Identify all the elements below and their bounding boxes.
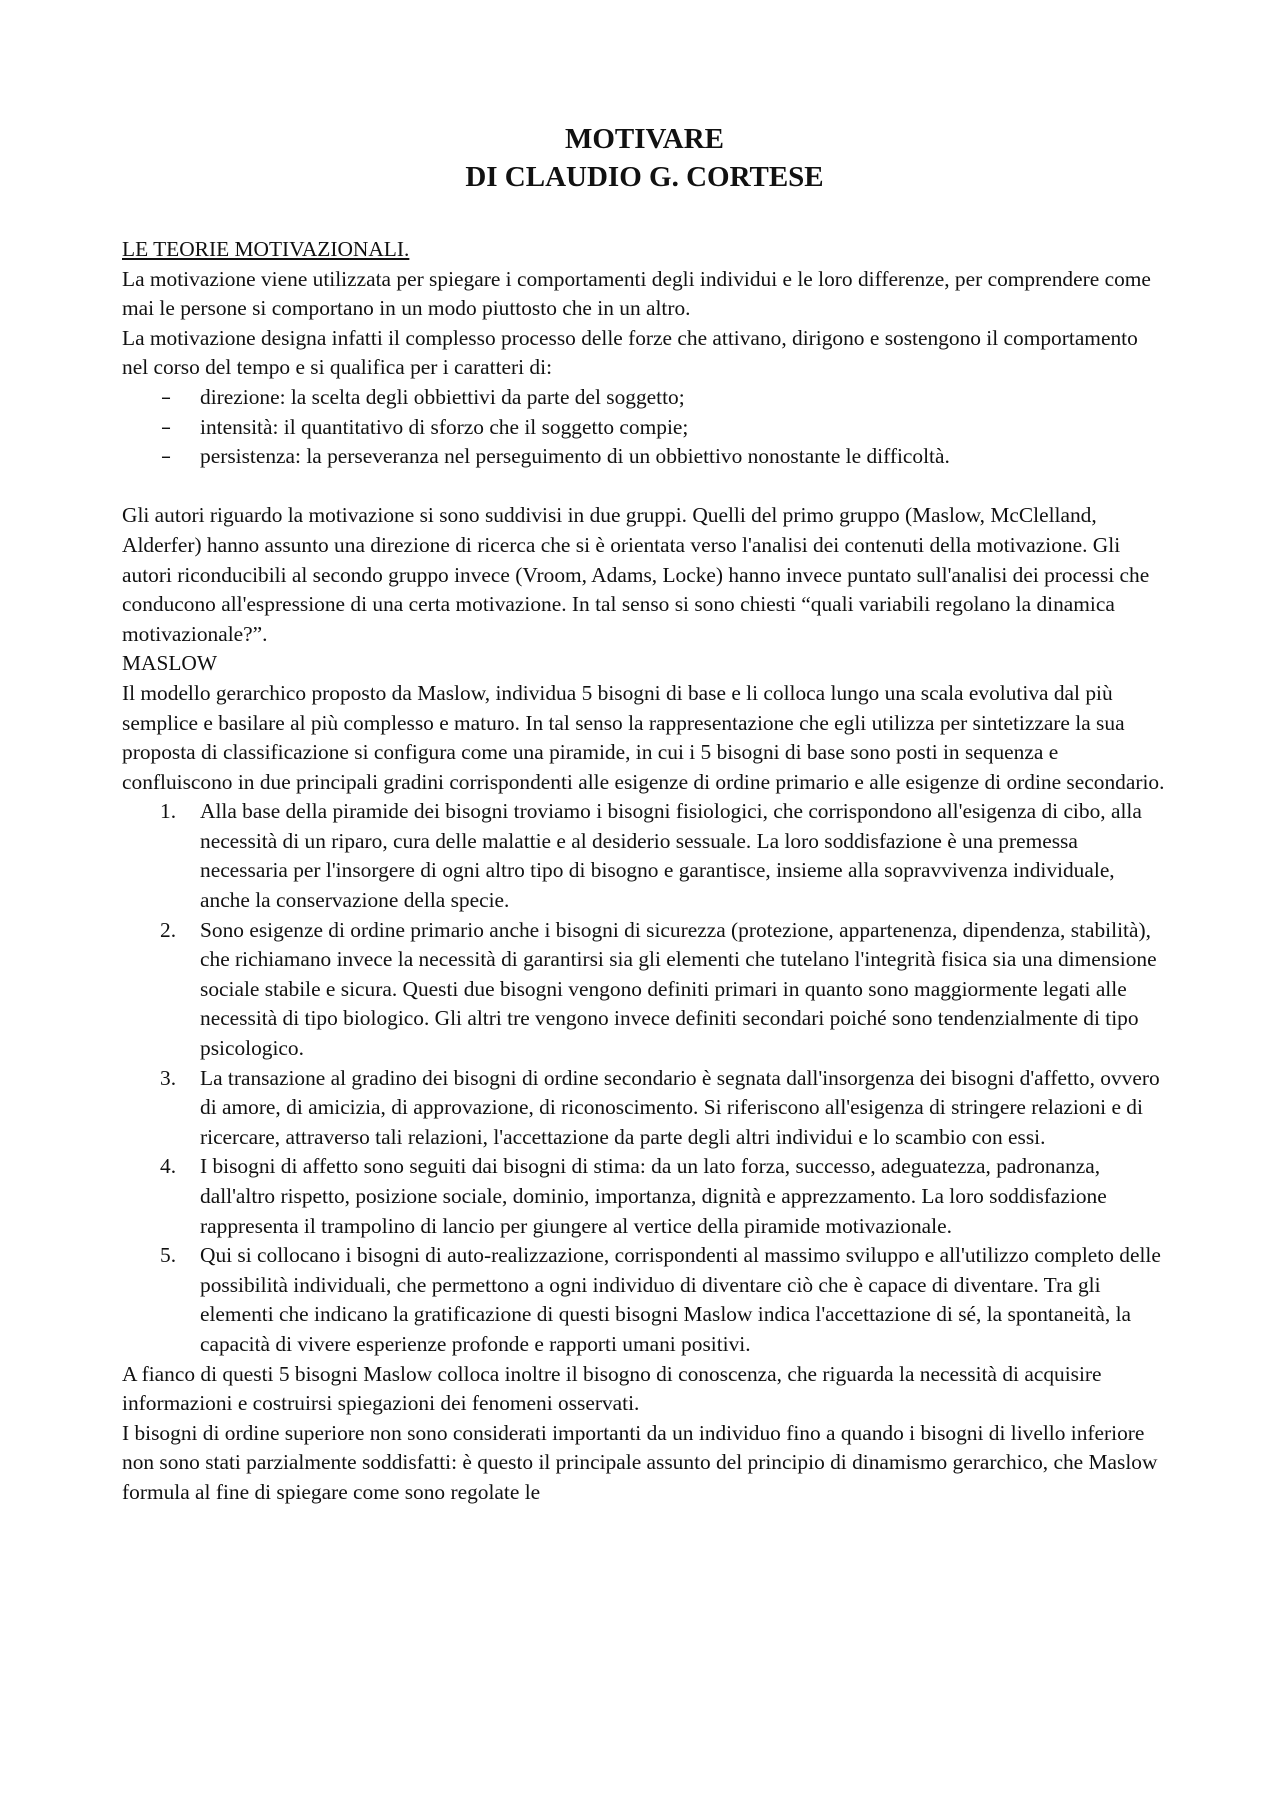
list-item bbox=[122, 1152, 1167, 1241]
list-item-number: 4. bbox=[160, 1154, 177, 1179]
title-line-1: MOTIVARE bbox=[565, 123, 724, 155]
list-item-text: Sono esigenze di ordine primario anche i bisogni di sicurezza (protezione, appartenenza, dipendenza, stabilità), che richiamano invece la necessità di garantirsi sia gli elementi che tutelano l'integrità fisica sia una dimensione sociale stabile e sicura. Questi due bisogni vengono definiti primari in quanto sono maggiormente legati alle necessità di tipo biologico. Gli altri tre vengono invece definiti secondari poiché sono tendenzialmente di tipo psicologico. bbox=[200, 917, 1157, 1061]
list-item-text: Alla base della piramide dei bisogni troviamo i bisogni fisiologici, che corrispondono all'esigenza di cibo, alla necessità di un riparo, cura delle malattie e al desiderio sessuale. La loro soddisfazione è una premessa necessaria per l'insorgere di ogni altro tipo di bisogno e garantisce, insieme alla sopravvivenza individuale, anche la conservazione della specie. bbox=[200, 799, 1142, 913]
list-item bbox=[122, 916, 1167, 1064]
list-item-text: Qui si collocano i bisogni di auto-realizzazione, corrispondenti al massimo sviluppo e all'utilizzo completo delle possibilità individuali, che permettono a ogni individuo di diventare ciò che è capace di diventare. Tra gli elementi che indicano la gratificazione di questi bisogni Maslow indica l'accettazione di sé, la spontaneità, la capacità di vivere esperienze profonde e rapporti umani positivi. bbox=[200, 1243, 1161, 1356]
authors-paragraph: Gli autori riguardo la motivazione si sono suddivisi in due gruppi. Quelli del primo gruppo (Maslow, McClelland, Alderfer) hanno assunto una direzione di ricerca che si è orientata verso l'analisi dei contenuti della motivazione. Gli autori riconducibili al secondo gruppo invece (Vroom, Adams, Locke) hanno invece puntato sull'analisi dei processi che conducono all'espressione di una certa motivazione. In tal senso si sono chiesti “quali variabili regolano la dinamica motivazionale?”. bbox=[122, 503, 1150, 646]
maslow-paragraph: Il modello gerarchico proposto da Maslow, individua 5 bisogni di base e li colloca lungo una scala evolutiva dal più semplice e basilare al più complesso e maturo. In tal senso la rappresentazione che egli utilizza per sintetizzare la sua proposta di classificazione si configura come una piramide, in cui i 5 bisogni di base sono posti in sequenza e confluiscono in due principali gradini corrispondenti alle esigenze di ordine primario e alle esigenze di ordine secondario. bbox=[122, 680, 1165, 794]
list-item-number: 5. bbox=[160, 1243, 177, 1268]
dash-bullet-icon: – bbox=[161, 444, 171, 469]
list-item bbox=[122, 797, 1167, 915]
closing-paragraph-2: I bisogni di ordine superiore non sono considerati importanti da un individuo fino a quando i bisogni di livello inferiore non sono stati parzialmente soddisfatti: è questo il principale assunto del principio di dinamismo gerarchico, che Maslow formula al fine di spiegare come sono regolate le bbox=[122, 1420, 1158, 1504]
list-item-number: 1. bbox=[160, 799, 177, 824]
list-item-text: La transazione al gradino dei bisogni di ordine secondario è segnata dall'insorgenza dei bisogni d'affetto, ovvero di amore, di amicizia, di approvazione, di riconoscimento. Si riferiscono all'esigenza di stringere relazioni e di ricercare, attraverso tali relazioni, l'accettazione da parte degli altri individui e lo scambio con essi. bbox=[200, 1065, 1160, 1149]
title-line-2: DI CLAUDIO G. CORTESE bbox=[465, 161, 824, 193]
list-item-text: direzione: la scelta degli obbiettivi da parte del soggetto; bbox=[200, 384, 685, 409]
list-item-number: 3. bbox=[160, 1065, 177, 1090]
list-item-number: 2. bbox=[160, 917, 177, 942]
dash-bullet-icon: – bbox=[161, 414, 171, 439]
intro-paragraph-1: La motivazione viene utilizzata per spiegare i comportamenti degli individui e le loro differenze, per comprendere come mai le persone si comportano in un modo piuttosto che in un altro. bbox=[122, 266, 1151, 321]
intro-paragraph-2: La motivazione designa infatti il complesso processo delle forze che attivano, dirigono e sostengono il comportamento nel corso del tempo e si qualifica per i caratteri di: bbox=[122, 325, 1138, 380]
section-heading: LE TEORIE MOTIVAZIONALI. bbox=[122, 237, 410, 261]
list-item-text: persistenza: la perseveranza nel perseguimento di un obbiettivo nonostante le difficoltà. bbox=[200, 444, 950, 469]
list-item bbox=[122, 413, 1167, 443]
document-content bbox=[122, 120, 1167, 1508]
list-item-text: intensità: il quantitativo di sforzo che il soggetto compie; bbox=[200, 414, 689, 439]
dash-bullet-icon: – bbox=[161, 384, 171, 409]
document-title bbox=[122, 120, 1167, 196]
needs-list bbox=[122, 797, 1167, 1359]
list-item-text: I bisogni di affetto sono seguiti dai bisogni di stima: da un lato forza, successo, adeguatezza, padronanza, dall'altro rispetto, posizione sociale, dominio, importanza, dignità e apprezzamento. La loro soddisfazione rappresenta il trampolino di lancio per giungere al vertice della piramide motivazionale. bbox=[200, 1154, 1107, 1238]
maslow-heading: MASLOW bbox=[122, 651, 218, 676]
paragraph-spacer bbox=[122, 472, 1167, 502]
closing-paragraph-1: A fianco di questi 5 bisogni Maslow colloca inoltre il bisogno di conoscenza, che riguarda la necessità di acquisire informazioni e costruirsi spiegazioni dei fenomeni osservati. bbox=[122, 1361, 1102, 1416]
list-item bbox=[122, 1064, 1167, 1153]
list-item bbox=[122, 383, 1167, 413]
list-item bbox=[122, 1241, 1167, 1359]
characteristics-list bbox=[122, 383, 1167, 472]
list-item bbox=[122, 442, 1167, 472]
